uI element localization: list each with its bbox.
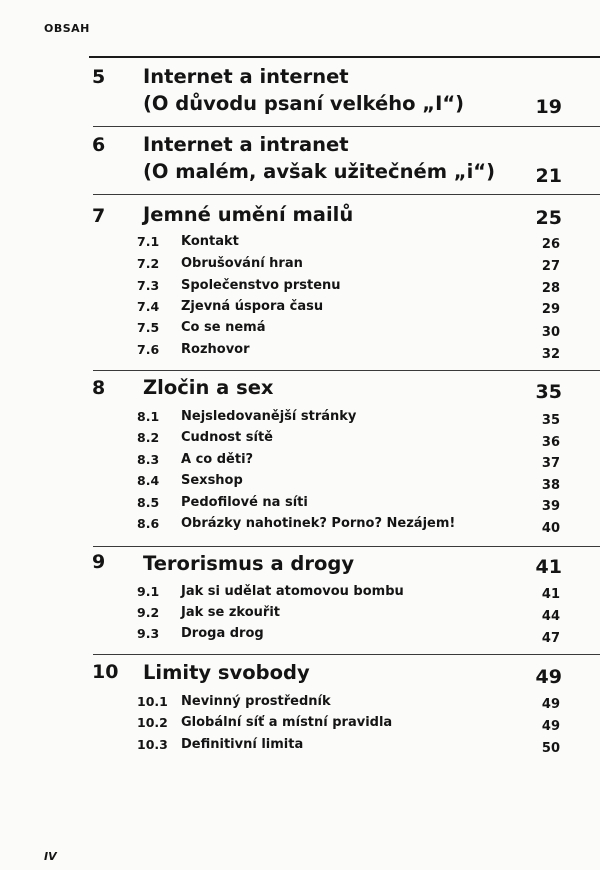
section-page: 40	[541, 521, 560, 536]
header-rule	[89, 56, 600, 58]
section-title: Zjevná úspora času	[181, 299, 324, 314]
chapter-title-line: (O malém, avšak užitečném „i“)	[143, 160, 496, 183]
section-number: 7.3	[137, 278, 160, 293]
page-number: IV	[44, 850, 57, 863]
running-header: OBSAH	[44, 22, 90, 35]
section-page: 36	[541, 435, 560, 450]
section-number: 10.2	[137, 715, 168, 730]
section-page: 47	[541, 631, 560, 646]
chapter-number: 6	[92, 134, 106, 156]
section-title: Nevinný prostředník	[181, 694, 331, 709]
chapter-number: 5	[92, 66, 106, 88]
section-title: Společenstvo prstenu	[181, 278, 341, 293]
section-page: 27	[541, 259, 560, 274]
section-number: 8.1	[137, 409, 160, 424]
chapter-page: 49	[535, 666, 562, 688]
section-page: 39	[541, 499, 560, 514]
section-number: 7.6	[137, 342, 160, 357]
section-number: 7.5	[137, 320, 160, 335]
chapter-title-line: (O důvodu psaní velkého „I“)	[143, 92, 465, 115]
section-title: A co děti?	[181, 452, 254, 467]
chapter-number: 7	[92, 205, 106, 227]
section-title: Rozhovor	[181, 342, 250, 357]
chapter-title	[143, 550, 354, 577]
section-number: 9.1	[137, 584, 160, 599]
section-page: 49	[541, 719, 560, 734]
section-number: 8.5	[137, 495, 160, 510]
section-page: 26	[541, 237, 560, 252]
section-page: 50	[541, 741, 560, 756]
chapter-title-line: Terorismus a drogy	[143, 552, 355, 575]
chapter-number: 9	[92, 551, 106, 573]
chapter-title-line: Limity svobody	[143, 661, 310, 684]
section-page: 35	[541, 413, 560, 428]
section-title: Obrušování hran	[181, 256, 303, 271]
section-title: Nejsledovanější stránky	[181, 409, 357, 424]
chapter-separator	[93, 370, 600, 371]
chapter-title-line: Jemné umění mailů	[143, 203, 354, 226]
section-page: 49	[541, 697, 560, 712]
chapter-title	[143, 63, 464, 117]
section-title: Definitivní limita	[181, 737, 304, 752]
section-number: 9.2	[137, 605, 160, 620]
section-number: 7.4	[137, 299, 160, 314]
chapter-number: 10	[92, 661, 119, 683]
chapter-page: 19	[535, 96, 562, 118]
chapter-title-line: Internet a internet	[143, 65, 349, 88]
section-title: Cudnost sítě	[181, 430, 273, 445]
chapter-title-line: Zločin a sex	[143, 376, 274, 399]
chapter-title	[143, 374, 274, 401]
section-number: 10.1	[137, 694, 168, 709]
section-number: 8.6	[137, 516, 160, 531]
section-number: 9.3	[137, 626, 160, 641]
section-page: 44	[541, 609, 560, 624]
section-page: 32	[541, 347, 560, 362]
section-title: Obrázky nahotinek? Porno? Nezájem!	[181, 516, 456, 531]
section-number: 10.3	[137, 737, 168, 752]
chapter-page: 25	[535, 207, 562, 229]
chapter-page: 41	[535, 556, 562, 578]
section-title: Sexshop	[181, 473, 243, 488]
section-page: 38	[541, 478, 560, 493]
chapter-title	[143, 659, 310, 686]
chapter-title-line: Internet a intranet	[143, 133, 349, 156]
section-number: 7.1	[137, 234, 160, 249]
section-number: 7.2	[137, 256, 160, 271]
section-number: 8.2	[137, 430, 160, 445]
chapter-separator	[93, 194, 600, 195]
section-title: Droga drog	[181, 626, 264, 641]
chapter-separator	[93, 126, 600, 127]
section-page: 28	[541, 281, 560, 296]
chapter-number: 8	[92, 377, 106, 399]
section-title: Pedofilové na síti	[181, 495, 308, 510]
section-title: Jak se zkouřit	[181, 605, 280, 620]
chapter-page: 21	[535, 165, 562, 187]
section-page: 30	[541, 325, 560, 340]
section-page: 29	[541, 302, 560, 317]
section-page: 41	[541, 587, 560, 602]
chapter-title	[143, 131, 495, 185]
chapter-separator	[93, 654, 600, 655]
chapter-page: 35	[535, 381, 562, 403]
section-number: 8.3	[137, 452, 160, 467]
section-title: Co se nemá	[181, 320, 266, 335]
section-title: Kontakt	[181, 234, 239, 249]
chapter-title	[143, 201, 353, 228]
section-number: 8.4	[137, 473, 160, 488]
chapter-separator	[93, 546, 600, 547]
section-title: Globální síť a místní pravidla	[181, 715, 393, 730]
section-page: 37	[541, 456, 560, 471]
section-title: Jak si udělat atomovou bombu	[181, 584, 404, 599]
